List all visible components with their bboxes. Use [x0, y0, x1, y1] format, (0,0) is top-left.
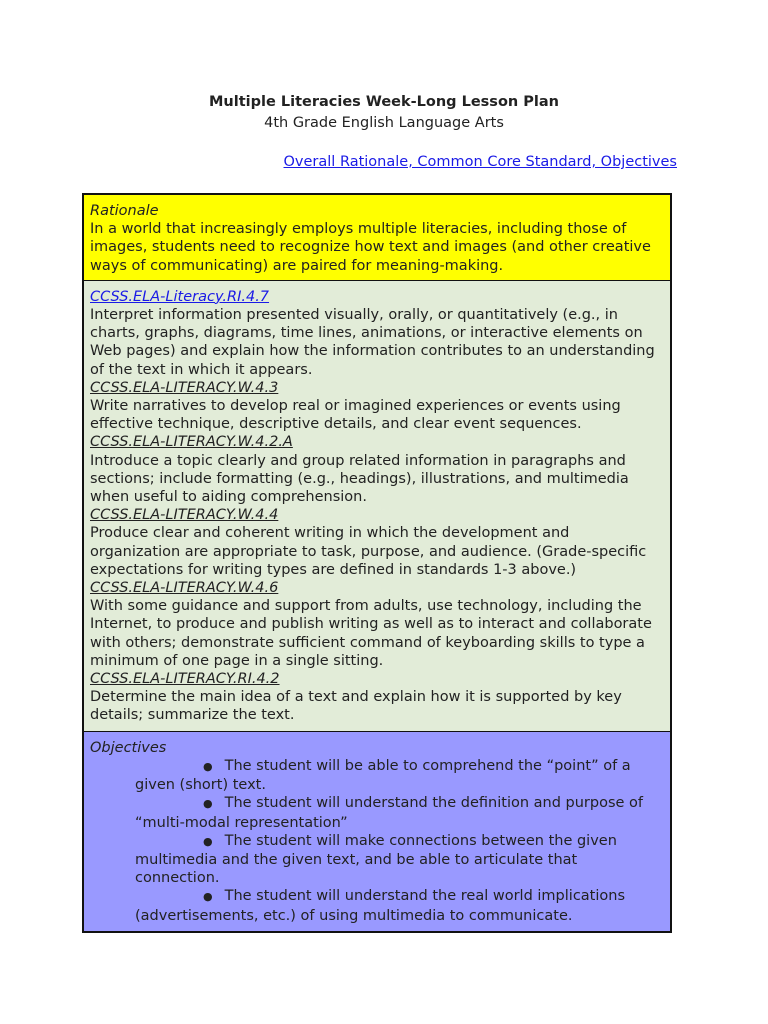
- standard-description: Introduce a topic clearly and group related information in paragraphs and sections; include formatting (e.g., headings), illustrations, and multimedia when useful to aiding comprehension.: [90, 452, 629, 506]
- bullet-icon: ●: [203, 759, 213, 773]
- standard-description: Interpret information presented visually, orally, or quantitatively (e.g., in charts, graphs, diagrams, time lines, animations, or interactive elements on Web pages) and explain how the information contributes to an understanding of the text in which it appears.: [90, 307, 655, 378]
- standard-code-link[interactable]: CCSS.ELA-LITERACY.W.4.6: [90, 580, 279, 597]
- bullet-icon: ●: [203, 797, 213, 811]
- rationale-cell: [84, 195, 670, 280]
- objectives-list: [90, 757, 664, 925]
- objective-text: The student will understand the real world implications (advertisements, etc.) of using multimedia to communicate.: [135, 888, 626, 924]
- objective-item: [135, 832, 664, 888]
- standard-description: With some guidance and support from adults, use technology, including the Internet, to produce and publish writing as well as to interact and collaborate with others; demonstrate sufficient command of keyboarding skills to type a minimum of one page in a single sitting.: [90, 598, 652, 669]
- standard-code-link[interactable]: CCSS.ELA-LITERACY.RI.4.2: [90, 671, 280, 688]
- standard-description: Produce clear and coherent writing in which the development and organization are appropriate to task, purpose, and audience. (Grade-specific expectations for writing types are defined in standards 1-3 above.): [90, 525, 647, 578]
- standard-code-link[interactable]: CCSS.ELA-Literacy.RI.4.7: [90, 288, 270, 305]
- standard-description: Write narratives to develop real or imagined experiences or events using effective technique, descriptive details, and clear event sequences.: [90, 398, 621, 433]
- rationale-heading: Rationale: [90, 203, 159, 219]
- objective-text: The student will make connections between the given multimedia and the given text, and be able to articulate that connection.: [135, 832, 617, 887]
- rationale-standards-objectives-link[interactable]: Overall Rationale, Common Core Standard, Objectives: [283, 154, 677, 170]
- objective-text: The student will understand the definition and purpose of “multi-modal representation”: [135, 795, 644, 831]
- standard-code-link[interactable]: CCSS.ELA-LITERACY.W.4.3: [90, 379, 279, 396]
- document-subtitle: 4th Grade English Language Arts: [264, 115, 504, 131]
- objectives-heading: Objectives: [90, 739, 167, 756]
- objective-item: [135, 757, 664, 794]
- bullet-icon: ●: [203, 890, 213, 904]
- objective-item: [135, 794, 664, 831]
- objective-text: The student will be able to comprehend the “point” of a given (short) text.: [135, 757, 631, 794]
- rationale-body: In a world that increasingly employs multiple literacies, including those of images, students need to recognize how text and images (and other creative ways of communicating) are paired for meaning-making.: [90, 221, 651, 274]
- standard-code-link[interactable]: CCSS.ELA-LITERACY.W.4.4: [90, 507, 279, 524]
- standards-cell: [84, 280, 670, 731]
- lesson-plan-table: [82, 193, 672, 933]
- objectives-cell: [84, 731, 670, 931]
- standard-code-link[interactable]: CCSS.ELA-LITERACY.W.4.2.A: [90, 434, 293, 451]
- standard-description: Determine the main idea of a text and explain how it is supported by key details; summarize the text.: [90, 689, 622, 724]
- document-title: Multiple Literacies Week-Long Lesson Plan: [209, 94, 559, 110]
- objective-item: [135, 887, 664, 924]
- bullet-icon: ●: [203, 834, 213, 848]
